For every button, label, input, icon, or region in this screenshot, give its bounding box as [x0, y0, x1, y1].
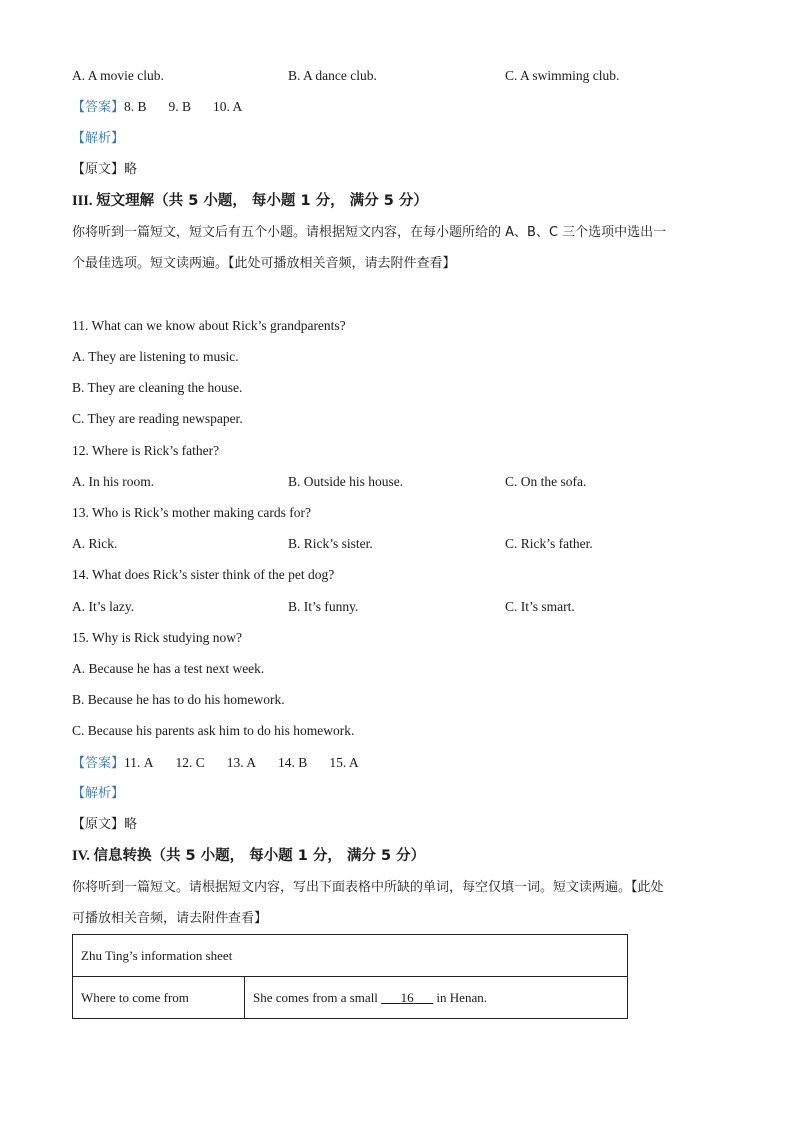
answer-item: 8. B — [124, 99, 147, 114]
q10-option-a: A. A movie club. — [72, 68, 164, 83]
section2-original — [72, 161, 137, 179]
info-sheet-title: Zhu Ting’s information sheet — [73, 935, 628, 977]
question-12-option-c: C. On the sofa. — [505, 474, 587, 489]
question-15-option-c: C. Because his parents ask him to do his homework. — [72, 723, 355, 738]
question-11-option-c: C. They are reading newspaper. — [72, 411, 243, 426]
question-14-option-b: B. It’s funny. — [288, 599, 359, 614]
section2-answers — [72, 98, 242, 117]
section4-heading — [72, 847, 425, 865]
answer-item: 15. A — [329, 755, 359, 770]
section2-analysis-label: 【解析】 — [72, 131, 125, 146]
fill-in-blank-16[interactable] — [381, 990, 433, 1005]
question-14-option-a: A. It’s lazy. — [72, 599, 135, 614]
info-row-text-before: She comes from a small — [253, 989, 378, 1005]
q10-option-b: B. A dance club. — [288, 68, 377, 83]
answer-item: 9. B — [168, 99, 192, 114]
original-label: 【原文】 — [72, 162, 125, 177]
section3-roman: III. — [72, 193, 93, 209]
question-11-stem: 11. What can we know about Rick’s grandparents? — [72, 318, 346, 333]
section3-title: 短文理解（共 5 小题， 每小题 1 分， 满分 5 分） — [96, 193, 428, 209]
answer-item: 13. A — [226, 755, 257, 770]
answer-item: 14. B — [278, 755, 308, 770]
question-12-stem: 12. Where is Rick’s father? — [72, 443, 220, 458]
section3-original — [72, 816, 137, 834]
blank-number: 16 — [400, 989, 414, 1005]
section3-answers — [72, 754, 359, 773]
question-12-option-a: A. In his room. — [72, 474, 155, 489]
answer-label: 【答案】 — [72, 756, 125, 771]
original-text: 略 — [124, 162, 138, 177]
section3-analysis-label: 【解析】 — [72, 786, 125, 801]
info-sheet-table — [72, 934, 628, 1019]
question-12-option-b: B. Outside his house. — [288, 474, 404, 489]
section3-instruction-line1: 你将听到一篇短文，短文后有五个小题。请根据短文内容，在每小题所给的 A、B、C 三个选项中选出一 — [72, 225, 667, 240]
question-15-option-b: B. Because he has to do his homework. — [72, 692, 285, 707]
info-row-content — [245, 977, 628, 1019]
section4-instruction-line1: 你将听到一篇短文。请根据短文内容，写出下面表格中所缺的单词，每空仅填一词。短文读两遍。【此处 — [72, 880, 664, 895]
question-13-option-b: B. Rick’s sister. — [288, 536, 373, 551]
original-text: 略 — [124, 817, 138, 832]
section4-title: 信息转换（共 5 小题， 每小题 1 分， 满分 5 分） — [93, 848, 426, 864]
section3-heading — [72, 192, 428, 210]
question-15-stem: 15. Why is Rick studying now? — [72, 630, 242, 645]
section4-instruction-line2: 可播放相关音频，请去附件查看】 — [72, 911, 268, 926]
info-row-label: Where to come from — [73, 977, 245, 1019]
answer-item: 10. A — [213, 99, 243, 114]
question-13-option-a: A. Rick. — [72, 536, 118, 551]
answer-item: 11. A — [124, 755, 154, 770]
table-row — [73, 977, 628, 1019]
q10-option-c: C. A swimming club. — [505, 68, 620, 83]
question-13-option-c: C. Rick’s father. — [505, 536, 593, 551]
answer-item: 12. C — [175, 755, 205, 770]
table-row — [73, 935, 628, 977]
question-11-option-b: B. They are cleaning the house. — [72, 380, 243, 395]
section4-roman: IV. — [72, 848, 90, 864]
question-13-stem: 13. Who is Rick’s mother making cards for? — [72, 505, 311, 520]
original-label: 【原文】 — [72, 817, 125, 832]
question-11-option-a: A. They are listening to music. — [72, 349, 239, 364]
question-14-stem: 14. What does Rick’s sister think of the pet dog? — [72, 567, 335, 582]
question-14-option-c: C. It’s smart. — [505, 599, 575, 614]
question-15-option-a: A. Because he has a test next week. — [72, 661, 265, 676]
info-row-text-after: in Henan. — [436, 989, 487, 1005]
section3-instruction-line2: 个最佳选项。短文读两遍。【此处可播放相关音频，请去附件查看】 — [72, 256, 456, 271]
answer-label: 【答案】 — [72, 100, 125, 115]
